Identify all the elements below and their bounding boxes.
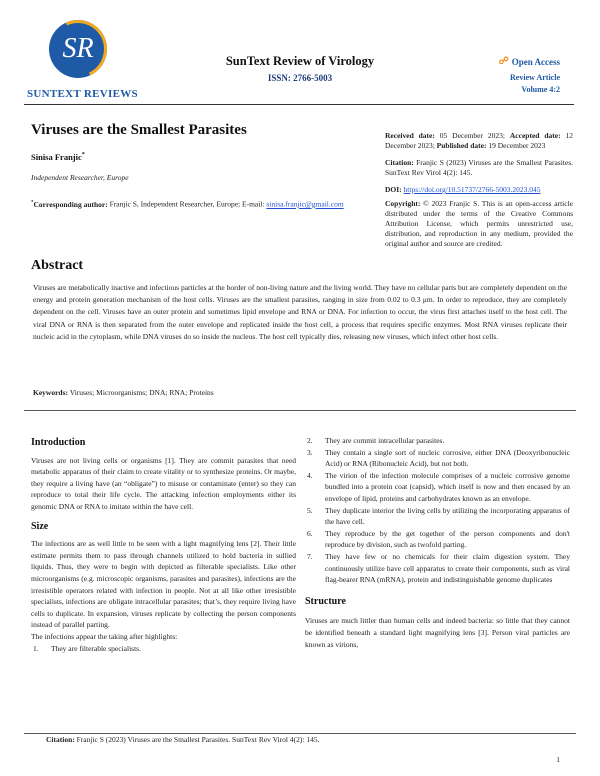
open-lock-icon: ☍ — [498, 56, 509, 67]
right-column — [305, 435, 570, 650]
corresponding-author: *Corresponding author: Franjic S, Independent Researcher, Europe; E-mail: sinisa.franjic@gmail.com — [31, 199, 344, 209]
list-item: 5. They duplicate interior the living cells by utilizing the incorporating apparatus of the have cell. — [307, 505, 570, 527]
size-text: The infections are as well little to be seen with a light magnifying lens [2]. Their little estimate permits them to pass through channels utilized to hold bacteria in sullied liquids. Thus, they were to begin with depicted as filterable specialists. Like other microorganisms (e.g. microscopic organisms, parasites and parasites), infections are the irresistible operators related with infection in people. Not at all like other irresistible specialists, infections are obligate intracellular parasites; that’s, they require living have cells to duplicate. In expansion, viruses replicate by collecting the person components instead of parallel parting. — [31, 539, 296, 630]
header-divider — [24, 104, 574, 105]
email-link[interactable]: sinisa.franjic@gmail.com — [266, 199, 344, 209]
article-meta — [385, 131, 573, 256]
open-access-badge — [499, 56, 560, 67]
logo-mark: SR — [49, 20, 107, 78]
abstract-heading: Abstract — [31, 258, 84, 273]
features-list-part-1 — [31, 643, 296, 655]
journal-title: SunText Review of Virology — [225, 54, 375, 68]
page-number: 1 — [556, 755, 560, 764]
article-type-block — [510, 72, 560, 96]
list-item: 2. They are commit intracellular parasites. — [307, 436, 445, 445]
doi: DOI: https://doi.org/10.51737/2766-5003.2023.045 — [385, 185, 541, 194]
abstract-text: Viruses are metabolically inactive and infectious particles at the border of non-living nature and the living world. They have no cellular parts but are completely dependent on the energy and protein generation mechanism of the host cells. Viruses are the smallest parasites, ranging in size from 0.02 to 0.3 μm. In order to reproduce, they are completely dependent on the cell. Viruses have an outer protein and sometimes lipid envelope and RNA or DNA. For infection to occur, the virus first attaches itself to the host cell. The viral DNA or RNA is then separated from the outer envelope and replicated inside the host cell, a process that requires specific enzymes. Most RNA viruses replicate their nucleic acid in the cytoplasm, while DNA viruses do so inside the nucleus. The host cell typically dies, releasing new viruses, which infect other host cells. — [33, 283, 567, 341]
citation: Citation: Franjic S (2023) Viruses are the Smallest Parasites. SunText Rev Virol 4(2): 145. — [385, 158, 573, 177]
list-item: 3. They contain a single sort of nucleic corrosive, either DNA (Deoxyribonucleic Acid) or RNA (Ribonucleic Acid), but not both. — [307, 447, 570, 469]
features-list-part-2 — [305, 435, 570, 586]
article-type: Review Article — [510, 73, 560, 82]
list-item: 1. They are filterable specialists. — [33, 643, 141, 653]
keywords-divider — [24, 410, 576, 411]
volume: Volume 4:2 — [521, 85, 560, 94]
author-name: Sinisa Franjic* — [31, 152, 85, 162]
footer-divider — [24, 733, 576, 734]
footer-citation: Citation: Franjic S (2023) Viruses are the Smallest Parasites. SunText Rev Virol 4(2): 145. — [46, 735, 320, 744]
structure-text: Viruses are much littler than human cells and indeed bacteria: so little that they cannot be identified beneath a standard light magnifying lens [3]. Person viral particles are known as virions, — [305, 616, 570, 649]
list-item: 4. The virion of the infection molecule comprises of a nucleic corrosive genome bundled into a protein coat (capsid), which itself is now and then encased by an envelope of lipid, proteins and carbohydrates known as an envelope. — [307, 470, 570, 503]
logo-text: SUNTEXT REVIEWS — [27, 88, 138, 100]
copyright: Copyright: © 2023 Franjic S. This is an open-access article distributed under the terms of the Creative Commons Attribution License, which permits unrestricted use, distribution, and reproduction in any medium, provided the original author and source are credited. — [385, 199, 573, 248]
list-intro: The infections appear the taking after highlights: — [31, 631, 178, 641]
doi-link[interactable]: https://doi.org/10.51737/2766-5003.2023.045 — [403, 185, 541, 194]
introduction-heading: Introduction — [31, 437, 86, 448]
issn: ISSN: 2766-5003 — [267, 73, 333, 83]
left-column — [31, 437, 296, 654]
article-title: Viruses are the Smallest Parasites — [31, 122, 247, 138]
keywords: Keywords: Viruses; Microorganisms; DNA; RNA; Proteins — [33, 388, 214, 397]
open-access-label: Open Access — [511, 56, 560, 67]
author-affiliation: Independent Researcher, Europe — [31, 173, 129, 182]
introduction-text: Viruses are not living cells or organisms [1]. They are commit parasites that need metabolic apparatus of their claim to create vitality or to synthesize proteins. Or maybe, they require a living have (an “obligate”) to misuse or contaminate (enter) so they can reproduce to total their life cycle. The attacking infection employments either its genomic DNA or RNA to imitate within the have cell. — [31, 455, 296, 511]
dates: Received date: 05 December 2023; Accepted date: 12 December 2023; Published date: 19 December 2023 — [385, 131, 574, 150]
size-heading: Size — [31, 520, 49, 532]
list-item: 7. They have few or no chemicals for their claim digestion system. They continuously utilize have cell apparatus to create their components, such as viral flag-bearer RNA (mRNA), protein and indistinguishable genome duplicates — [307, 551, 570, 585]
list-item: 6. They reproduce by the get together of the person components and don't reproduce by division, such as twofold parting. — [307, 528, 570, 550]
structure-heading: Structure — [305, 595, 346, 607]
